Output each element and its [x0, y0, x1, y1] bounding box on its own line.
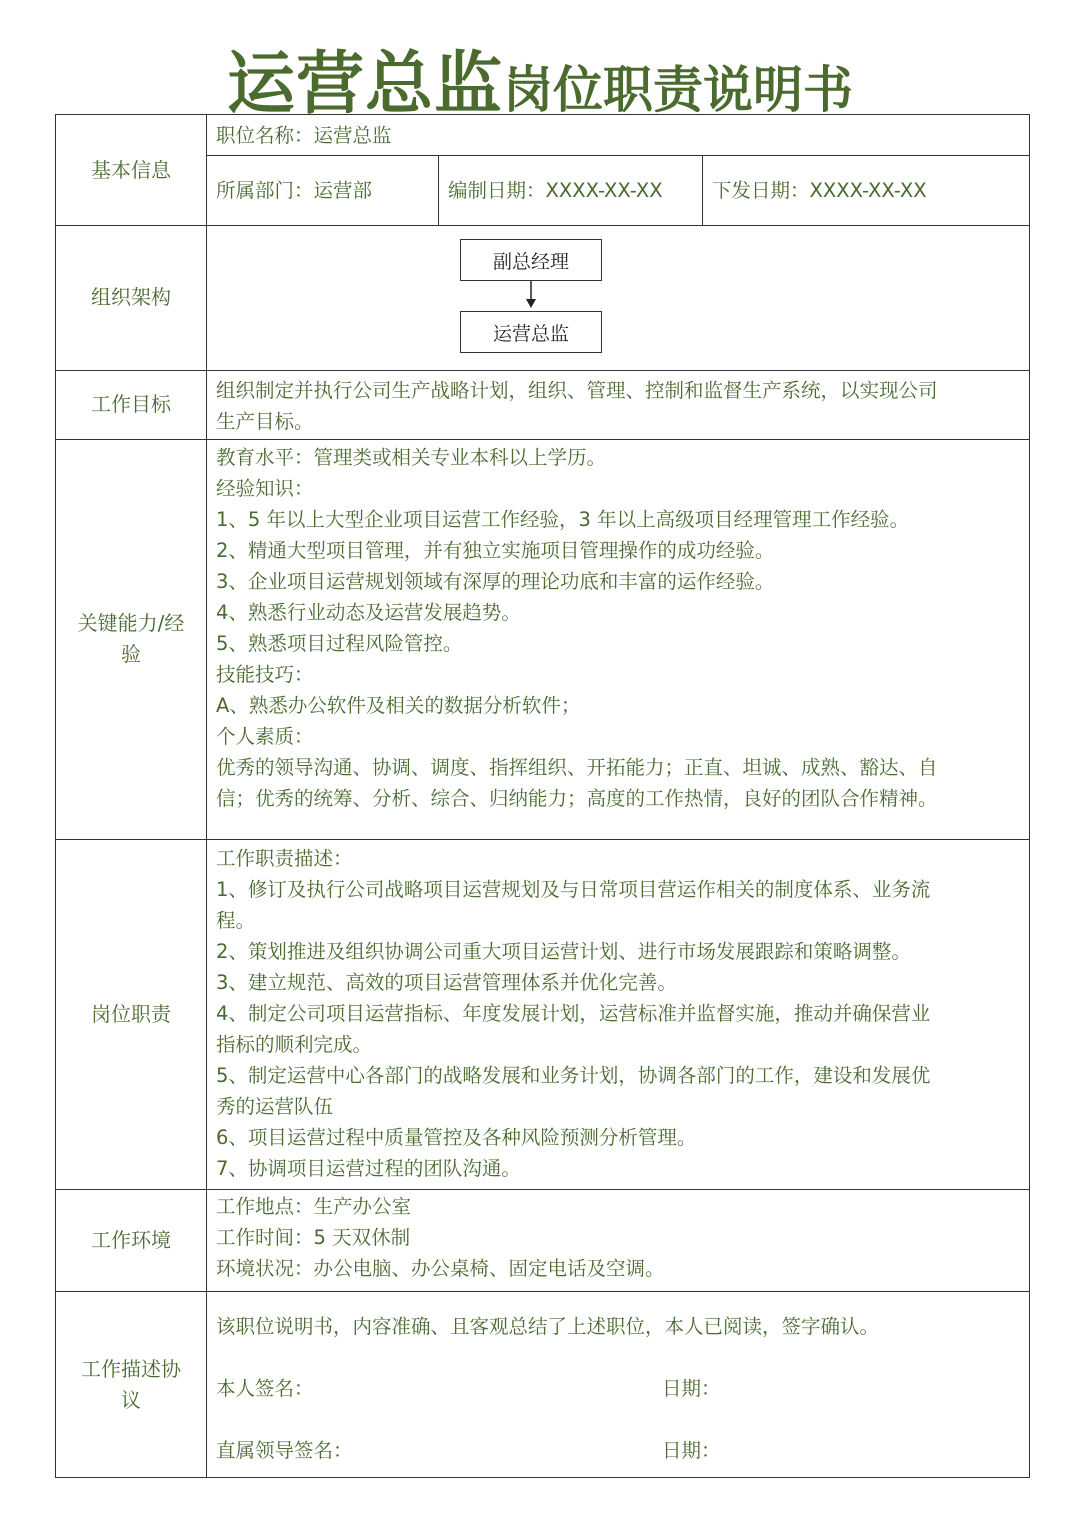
- text-line: 1、修订及执行公司战略项目运营规划及与日常项目营运作相关的制度体系、业务流: [216, 878, 931, 901]
- text-line: 5、制定运营中心各部门的战略发展和业务计划，协调各部门的工作，建设和发展优: [216, 1064, 931, 1087]
- text-line: 6、项目运营过程中质量管控及各种风险预测分析管理。: [216, 1126, 697, 1149]
- job-description-form: [55, 114, 1030, 1478]
- label-line: 关键能力/经: [77, 611, 185, 635]
- org-box-deputy-gm: 副总经理: [460, 239, 602, 281]
- text-line: 2、精通大型项目管理，并有独立实施项目管理操作的成功经验。: [216, 539, 775, 562]
- position-name: 职位名称：运营总监: [216, 124, 392, 147]
- text-line: 4、制定公司项目运营指标、年度发展计划，运营标准并监督实施，推动并确保营业: [216, 1002, 931, 1025]
- text-line: 4、熟悉行业动态及运营发展趋势。: [216, 601, 521, 624]
- text-line: 工作地点：生产办公室: [216, 1195, 412, 1218]
- label-duties: 岗位职责: [91, 1001, 171, 1026]
- text-line: 3、建立规范、高效的项目运营管理体系并优化完善。: [216, 971, 677, 994]
- basic-info-col-divider: [438, 155, 439, 225]
- text-line: 经验知识：: [216, 477, 314, 500]
- label-column-divider: [206, 115, 207, 1477]
- label-line: 验: [121, 642, 141, 666]
- basic-info-divider: [206, 155, 1029, 156]
- org-arrow: [523, 281, 539, 311]
- text-line: 环境状况：办公电脑、办公桌椅、固定电话及空调。: [216, 1257, 665, 1280]
- text-line: 信；优秀的统筹、分析、综合、归纳能力；高度的工作热情，良好的团队合作精神。: [216, 787, 938, 810]
- text-line: 2、策划推进及组织协调公司重大项目运营计划、进行市场发展跟踪和策略调整。: [216, 940, 911, 963]
- label-work-goal: 工作目标: [91, 392, 171, 416]
- text-line: 秀的运营队伍: [216, 1095, 334, 1118]
- department: 所属部门：运营部: [216, 179, 373, 202]
- self-signature-field[interactable]: 本人签名：: [216, 1377, 314, 1400]
- leader-signature-field[interactable]: 直属领导签名：: [216, 1439, 353, 1462]
- text-line: 5、熟悉项目过程风险管控。: [216, 632, 463, 655]
- text-line: 工作时间：5 天双休制: [216, 1226, 411, 1249]
- compile-date: 编制日期：XXXX-XX-XX: [448, 179, 663, 202]
- basic-info-col-divider: [702, 155, 703, 225]
- label-line: 工作描述协: [81, 1357, 181, 1381]
- text-line: 1、5 年以上大型企业项目运营工作经验，3 年以上高级项目经理管理工作经验。: [216, 508, 910, 531]
- key-ability-text: [216, 442, 1026, 814]
- title-main: 运营总监: [226, 45, 503, 124]
- org-box-ops-director: 运营总监: [460, 311, 602, 353]
- text-line: 技能技巧：: [216, 663, 314, 686]
- text-line: A、熟悉办公软件及相关的数据分析软件；: [216, 694, 581, 717]
- label-agreement: [56, 1291, 206, 1479]
- text-line: 3、企业项目运营规划领域有深厚的理论功底和丰富的运作经验。: [216, 570, 775, 593]
- label-line: 议: [121, 1388, 141, 1412]
- work-goal-text: [216, 375, 1026, 437]
- issue-date: 下发日期：XXXX-XX-XX: [712, 179, 927, 202]
- text-line: 7、协调项目运营过程的团队沟通。: [216, 1157, 521, 1180]
- text-line: 工作职责描述：: [216, 847, 353, 870]
- label-basic-info: 基本信息: [91, 157, 171, 182]
- text-line: 生产目标。: [216, 410, 314, 433]
- label-work-env: 工作环境: [91, 1227, 171, 1252]
- self-sign-date-field[interactable]: 日期：: [662, 1377, 721, 1400]
- text-line: 组织制定并执行公司生产战略计划，组织、管理、控制和监督生产系统，以实现公司: [216, 379, 938, 402]
- label-org-structure: 组织架构: [91, 285, 171, 309]
- text-line: 优秀的领导沟通、协调、调度、指挥组织、开拓能力；正直、坦诚、成熟、豁达、自: [216, 756, 938, 779]
- text-line: 教育水平：管理类或相关专业本科以上学历。: [216, 446, 607, 469]
- leader-sign-date-field[interactable]: 日期：: [662, 1439, 721, 1462]
- text-line: 指标的顺利完成。: [216, 1033, 373, 1056]
- text-line: 程。: [216, 909, 256, 932]
- duties-text: [216, 843, 1026, 1184]
- label-key-ability: [56, 439, 206, 839]
- page-title: [0, 30, 1080, 124]
- title-sub: 岗位职责说明书: [503, 61, 853, 119]
- agreement-statement: 该职位说明书，内容准确、且客观总结了上述职位，本人已阅读，签字确认。: [216, 1315, 880, 1338]
- text-line: 个人素质：: [216, 725, 314, 748]
- work-env-text: [216, 1191, 1026, 1284]
